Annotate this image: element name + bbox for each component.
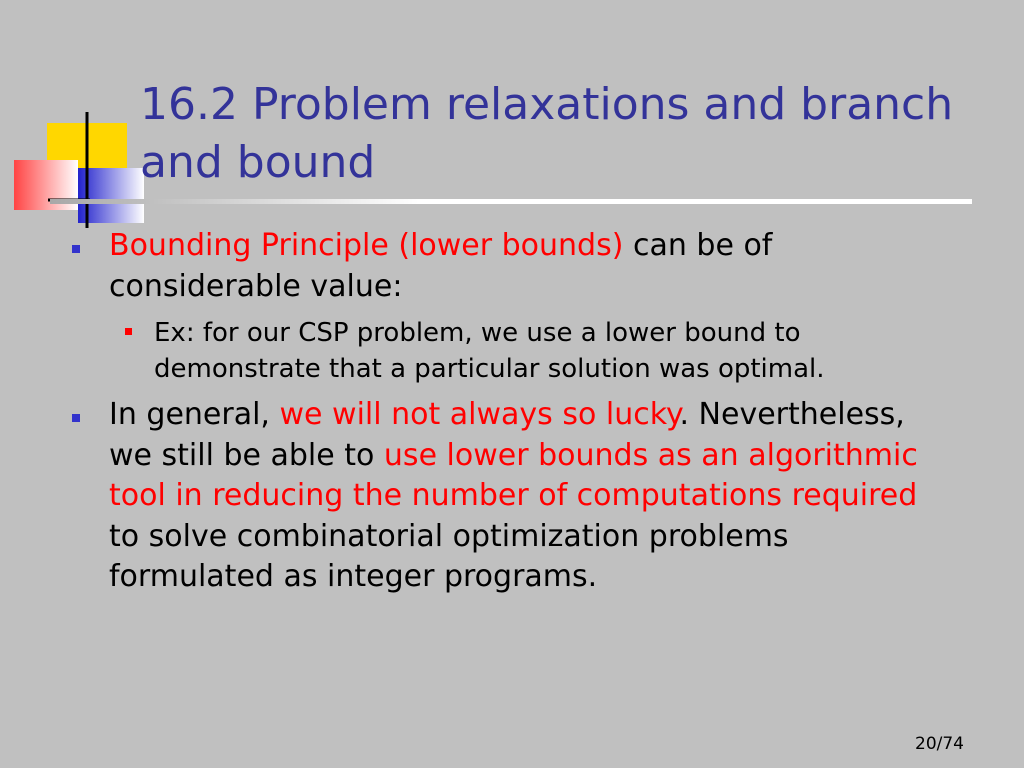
text-segment: Ex: for our CSP problem, we use a lower bound to demonstrate that a particular solution was optimal.	[154, 318, 825, 384]
title-underline	[50, 199, 972, 204]
bullet-marker-icon	[125, 328, 132, 335]
bullet-text	[109, 397, 918, 594]
bullet-text	[154, 318, 825, 384]
bullet-item	[70, 395, 950, 598]
bullet-marker-icon	[72, 414, 80, 422]
decorative-squares-logo	[0, 0, 160, 240]
bullet-item	[70, 226, 950, 307]
bullet-marker-icon	[72, 245, 80, 253]
slide-number: 20/74	[915, 734, 964, 754]
highlighted-text: use lower bounds as an algorithmic tool in reducing the number of computations required	[109, 437, 918, 513]
text-segment: can be of considerable value:	[109, 228, 773, 304]
slide-title: 16.2 Problem relaxations and branch and bound	[140, 79, 954, 188]
bullet-item	[70, 315, 950, 387]
bullet-list	[70, 226, 950, 606]
bullet-text	[109, 228, 772, 304]
highlighted-text: we will not always so lucky	[279, 397, 680, 432]
text-segment: In general,	[109, 397, 280, 432]
text-segment: . Nevertheless, we still be able to	[109, 397, 905, 473]
text-segment: to solve combinatorial optimization problems formulated as integer programs.	[109, 518, 789, 594]
highlighted-text: Bounding Principle (lower bounds)	[109, 228, 624, 263]
